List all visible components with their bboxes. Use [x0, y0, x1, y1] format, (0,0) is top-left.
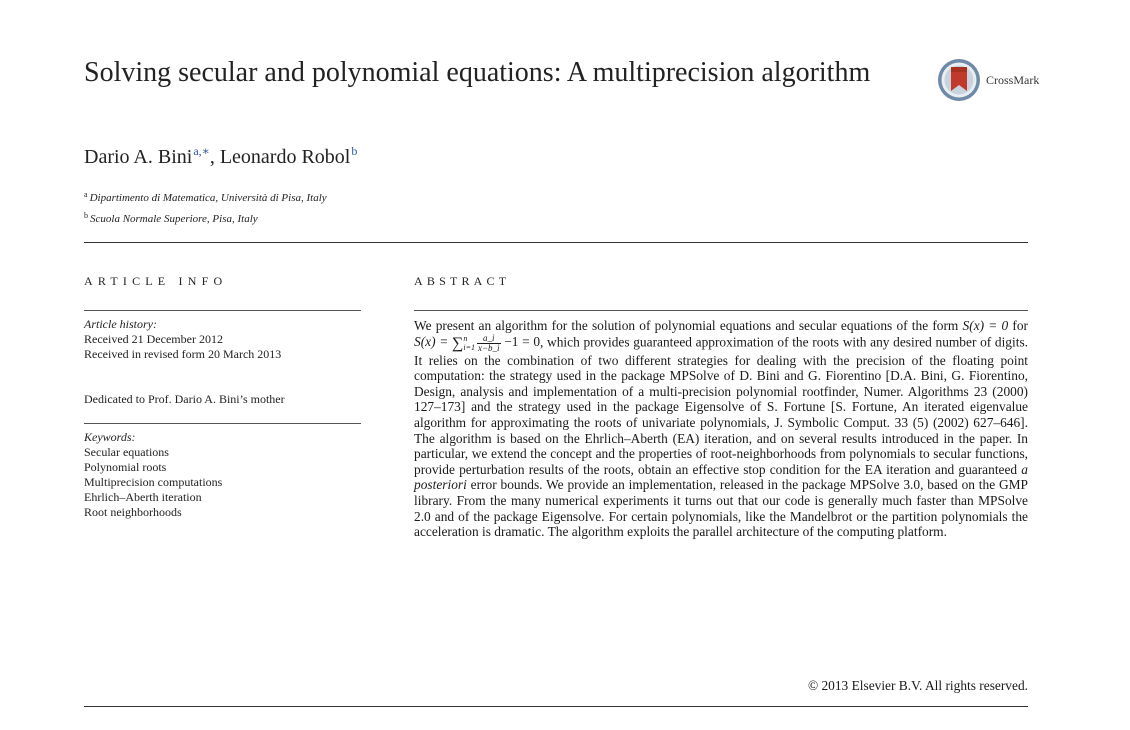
keyword-item: Root neighborhoods: [84, 505, 182, 519]
equation-secular: S(x) = 0: [962, 318, 1009, 333]
author-separator: ,: [209, 146, 220, 168]
affiliation-mark: a: [84, 190, 88, 199]
history-label: Article history:: [84, 317, 157, 331]
affiliation-item: [84, 186, 327, 207]
dedication: Dedicated to Prof. Dario A. Bini’s mother: [84, 392, 285, 406]
sum-limits: [463, 334, 475, 352]
history-item: Received in revised form 20 March 2013: [84, 347, 282, 361]
abstract-italic-term: a posteriori: [414, 461, 1028, 493]
abstract-text-segment: error bounds. We provide an implementation, released in the package MPSolve 3.0, based on the GMP library. From the many numerical experiments it turns out that our code is generally much faster than MPSolve 2.0 and of the package Eigensolve. For certain polynomials, like the Mandelbrot or the partition polynomials the acceleration is dramatic. The algorithm exploits the parallel architecture of the computing platform.: [414, 477, 1028, 540]
fraction: [477, 334, 501, 353]
affiliation-item: [84, 207, 327, 228]
sum-upper-limit: n: [463, 334, 468, 344]
footer-divider: [84, 706, 1028, 707]
keyword-item: Multiprecision computations: [84, 475, 223, 489]
keywords: [84, 430, 369, 520]
keyword-item: Ehrlich–Aberth iteration: [84, 490, 202, 504]
abstract-divider: [414, 310, 1028, 311]
sum-lower-limit: i=1: [463, 343, 475, 353]
fraction-numerator: a_i: [477, 334, 501, 344]
history-item: Received 21 December 2012: [84, 332, 223, 346]
keywords-label: Keywords:: [84, 430, 136, 444]
article-info-heading: ARTICLE INFO: [84, 274, 228, 288]
crossmark-icon: [937, 58, 981, 102]
crossmark-badge[interactable]: [937, 58, 1039, 102]
header-divider: [84, 242, 1028, 243]
paper-title: Solving secular and polynomial equations: A multiprecision algorithm: [84, 57, 871, 88]
copyright-notice: © 2013 Elsevier B.V. All rights reserved.: [807, 678, 1028, 693]
author-list: [84, 144, 357, 169]
equation-rhs: −1 = 0: [500, 334, 541, 350]
crossmark-label: CrossMark: [986, 72, 1040, 87]
author-name[interactable]: Leonardo Robol: [219, 146, 351, 168]
abstract-text-segment: We present an algorithm for the solution of polynomial equations and secular equations of the form: [414, 318, 963, 333]
author-name[interactable]: Dario A. Bini: [84, 146, 193, 168]
affiliations: [84, 186, 327, 228]
sum-symbol: ∑: [451, 335, 464, 353]
affiliation-text: Dipartimento di Matematica, Università di Pisa, Italy: [89, 192, 327, 204]
article-history: [84, 317, 369, 362]
affiliation-mark: b: [84, 211, 88, 220]
abstract-heading: ABSTRACT: [414, 274, 511, 288]
keyword-item: Secular equations: [84, 445, 169, 459]
author-affiliation-marks[interactable]: b: [351, 144, 358, 158]
fraction-denominator: x−b_i: [477, 342, 500, 353]
affiliation-text: Scuola Normale Superiore, Pisa, Italy: [90, 213, 258, 225]
abstract-text-segment: , which provides guaranteed approximation of the roots with any desired number of digits. It relies on the combination of two different strategies for dealing with the precision of the floating point computation: the strategy used in the package MPSolve of D. Bini and G. Fiorentino [D.A. Bini, G. Fiorentino, Design, analysis and implementation of a multi-precision polynomial rootfinder, Numer. Algorithms 23 (2000) 127–173] and the strategy used in the package Eigensolve of S. Fortune [S. Fortune, An iterated eigenvalue algorithm for approximating the roots of univariate polynomials, J. Symbolic Comput. 33 (5) (2002) 627–646]. The algorithm is based on the Ehrlich–Aberth (EA) iteration, and on several results introduced in the paper. In particular, we extend the concept and the properties of root-neighborhoods from polynomials to secular functions, provide perturbation results of the roots, obtain an effective stop condition for the EA iteration and guaranteed: [414, 334, 1028, 477]
equation-lhs: S(x) =: [414, 334, 452, 350]
keyword-item: Polynomial roots: [84, 460, 167, 474]
abstract-text-segment: for: [1008, 318, 1029, 333]
keywords-divider: [84, 423, 361, 424]
author-affiliation-marks[interactable]: a,∗: [193, 144, 210, 158]
abstract-body: [414, 318, 1028, 540]
article-info-divider: [84, 310, 361, 311]
equation-definition: [414, 332, 541, 353]
